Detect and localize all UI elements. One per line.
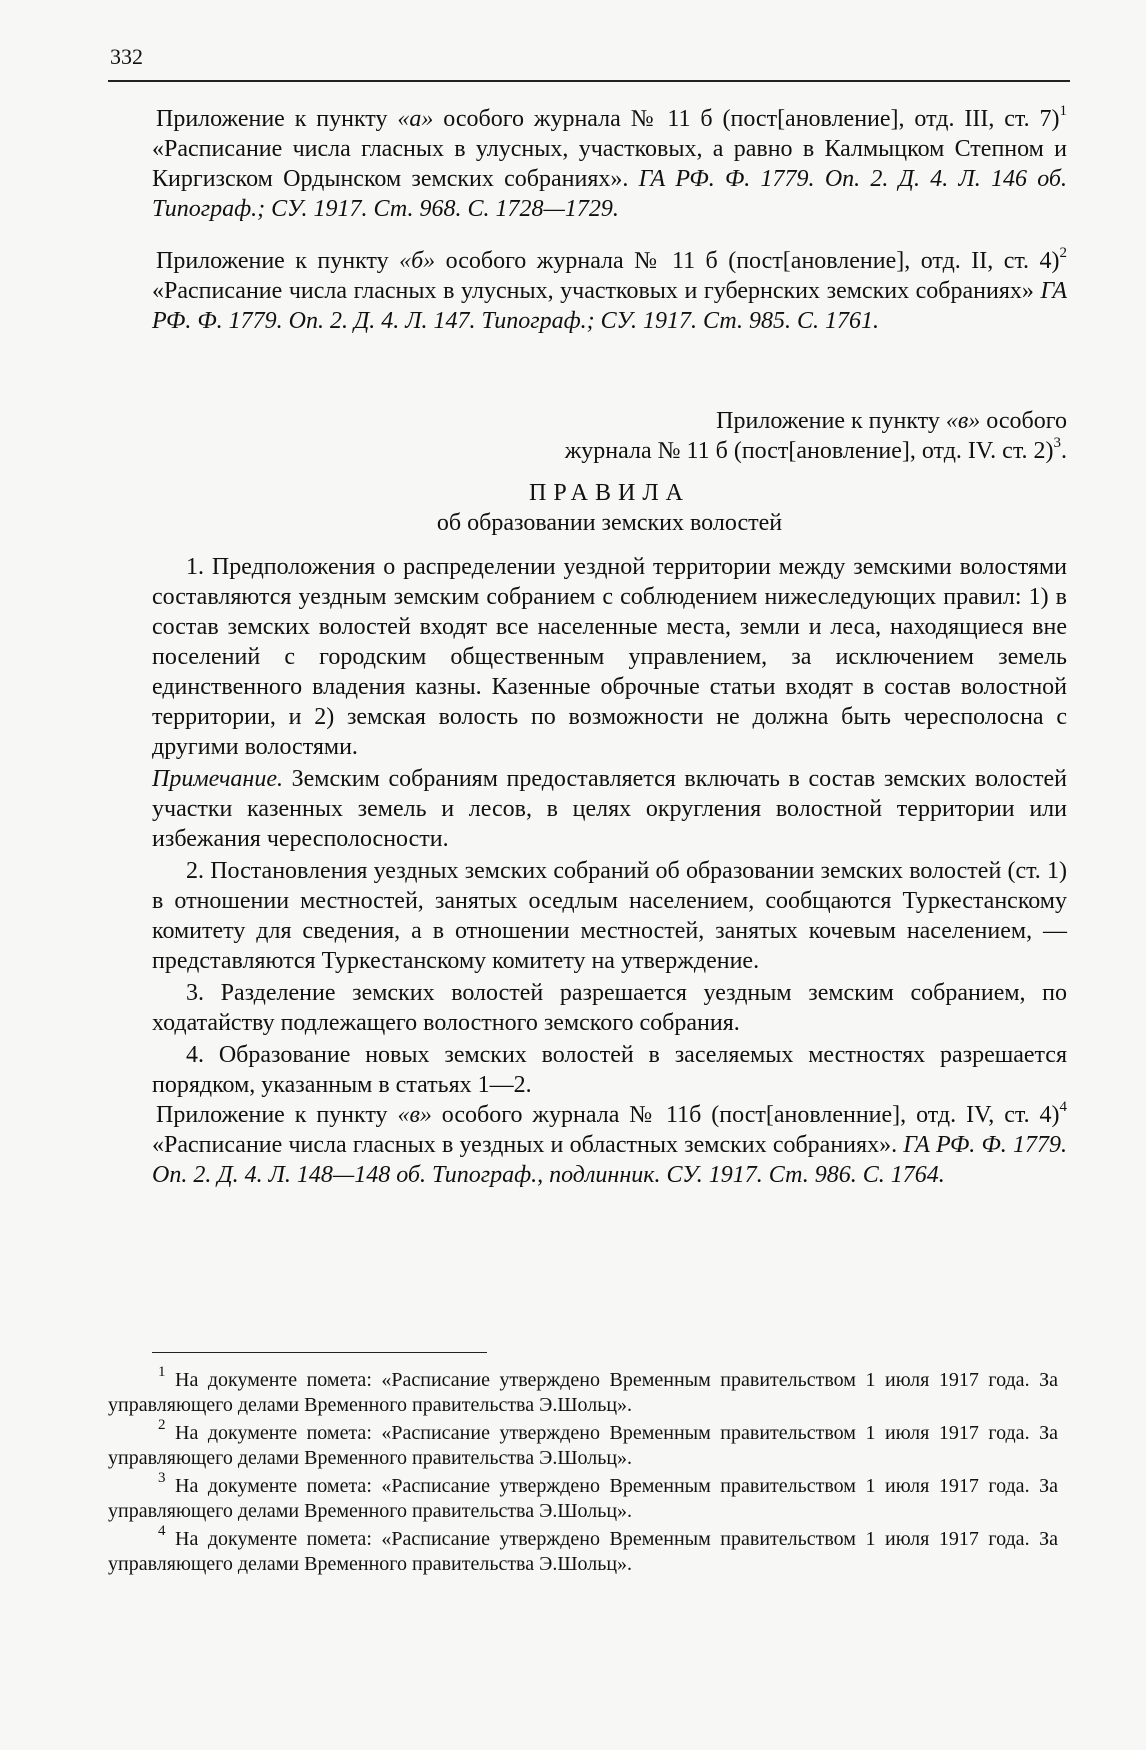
rule-4: 4. Образование новых земских волостей в заселяемых местностях разрешается порядком, указанным в статьях 1—2. bbox=[152, 1042, 1067, 1098]
appendix-a-text2: «Расписание числа гласных в улусных, участковых, а равно в Калмыцком Степном и Киргизском Ордынском земских собраниях». bbox=[152, 136, 1067, 192]
footnotes bbox=[108, 1364, 1058, 1580]
appendix-b-text1: особого журнала № 11 б (пост[ановление], отд. II, ст. 4) bbox=[435, 248, 1060, 274]
rules-subtitle: об образовании земских волостей bbox=[436, 510, 783, 536]
footnote bbox=[108, 1364, 1058, 1418]
appendix-v-lead: Приложение к пункту bbox=[716, 408, 946, 434]
footnote bbox=[108, 1470, 1058, 1524]
appendix-v2 bbox=[152, 1100, 1067, 1190]
appendix-a-source: ГА РФ. Ф. 1779. Оп. 2. Д. 4. Л. 146 об. Типограф.; СУ. 1917. Ст. 968. С. 1728—1729. bbox=[152, 166, 1067, 222]
appendix-a-lead: Приложение к пункту bbox=[156, 106, 398, 132]
rule-1: 1. Предположения о распределении уездной территории между земскими волостями составляются уездным земским собранием с соблюдением нижеследующих правил: 1) в состав земских волостей входят все населенные места, земли и леса, находящиеся вне поселений с городским общественным управлением, за исключением земель единственного владения казны. Казенные оброчные статьи входят в состав волостной территории, и 2) земская волость по возможности не должна быть чересполосна с другими волостями. bbox=[152, 554, 1067, 760]
footnote-number: 4 bbox=[158, 1523, 166, 1540]
footnote-number: 3 bbox=[158, 1470, 166, 1487]
footnote-text: На документе помета: «Расписание утверждено Временным правительством 1 июля 1917 года. За управляющего делами Временного правительства Э.Шольц». bbox=[108, 1369, 1058, 1416]
rules-title-block bbox=[152, 478, 1067, 538]
rules-body bbox=[152, 552, 1067, 1100]
rules-title: ПРАВИЛА bbox=[529, 480, 690, 506]
appendix-v2-text2: «Расписание числа гласных в уездных и областных земских собраниях». bbox=[152, 1132, 904, 1158]
appendix-b-marker: «б» bbox=[399, 248, 436, 274]
footnote-number: 1 bbox=[158, 1364, 166, 1381]
rule-3: 3. Разделение земских волостей разрешается уездным земским собранием, по ходатайству подлежащего волостного земского собрания. bbox=[152, 980, 1067, 1036]
header-rule bbox=[108, 80, 1070, 82]
appendix-v2-text1: особого журнала № 11б (пост[ановленние], отд. IV, ст. 4) bbox=[431, 1102, 1060, 1128]
appendix-v-journal: журнала № 11 б (пост[ановление], отд. IV. ст. 2) bbox=[564, 438, 1054, 464]
footnote-ref-4[interactable]: 4 bbox=[1059, 1099, 1067, 1115]
appendix-v-marker: «в» bbox=[945, 408, 981, 434]
appendix-a-marker: «а» bbox=[397, 106, 434, 132]
footnote-text: На документе помета: «Расписание утверждено Временным правительством 1 июля 1917 года. За управляющего делами Временного правительства Э.Шольц». bbox=[108, 1422, 1058, 1469]
rule-note-label: Примечание. bbox=[152, 766, 283, 792]
appendix-a bbox=[152, 104, 1067, 224]
rule-note-text: Земским собраниям предоставляется включать в состав земских волостей участки казенных земель и лесов, в целях округления волостной территории или избежания чересполосности. bbox=[152, 766, 1067, 852]
footnote-text: На документе помета: «Расписание утверждено Временным правительством 1 июля 1917 года. За управляющего делами Временного правительства Э.Шольц». bbox=[108, 1528, 1058, 1575]
appendix-b-lead: Приложение к пункту bbox=[156, 248, 400, 274]
footnote-number: 2 bbox=[158, 1417, 166, 1434]
footnote bbox=[108, 1523, 1058, 1577]
appendix-b-source: ГА РФ. Ф. 1779. Оп. 2. Д. 4. Л. 147. Типограф.; СУ. 1917. Ст. 985. С. 1761. bbox=[152, 278, 1067, 334]
appendix-v-tail: особого bbox=[980, 408, 1067, 434]
appendix-v-line2 bbox=[152, 436, 1067, 466]
footnote-ref-2[interactable]: 2 bbox=[1059, 245, 1067, 261]
footnote bbox=[108, 1417, 1058, 1471]
appendix-v2-marker: «в» bbox=[397, 1102, 432, 1128]
footnote-ref-1[interactable]: 1 bbox=[1059, 103, 1067, 119]
appendix-v2-lead: Приложение к пункту bbox=[156, 1102, 398, 1128]
footnote-text: На документе помета: «Расписание утверждено Временным правительством 1 июля 1917 года. За управляющего делами Временного правительства Э.Шольц». bbox=[108, 1475, 1058, 1522]
appendix-v2-source: ГА РФ. Ф. 1779. Оп. 2. Д. 4. Л. 148—148 об. Типограф., подлинник. СУ. 1917. Ст. 986. С. 1764. bbox=[152, 1132, 1067, 1188]
appendix-v-heading bbox=[152, 406, 1067, 466]
appendix-b bbox=[152, 246, 1067, 336]
rule-note bbox=[152, 764, 1067, 854]
page-content bbox=[152, 104, 1067, 1190]
rule-2: 2. Постановления уездных земских собраний об образовании земских волостей (ст. 1) в отношении местностей, занятых оседлым населением, сообщаются Туркестанскому комитету для сведения, а в отношении местностей, занятых кочевым населением, — представляются Туркестанскому комитету на утверждение. bbox=[152, 858, 1067, 974]
appendix-a-text1: особого журнала № 11 б (пост[ановление], отд. III, ст. 7) bbox=[433, 106, 1060, 132]
page-number: 332 bbox=[110, 44, 143, 69]
appendix-b-text2: «Расписание числа гласных в улусных, участковых и губернских земских собраниях» bbox=[152, 278, 1041, 304]
appendix-v-period: . bbox=[1061, 438, 1067, 464]
appendix-v-line1 bbox=[152, 406, 1067, 436]
footnote-ref-3[interactable]: 3 bbox=[1053, 435, 1061, 451]
footnote-rule bbox=[152, 1352, 487, 1353]
